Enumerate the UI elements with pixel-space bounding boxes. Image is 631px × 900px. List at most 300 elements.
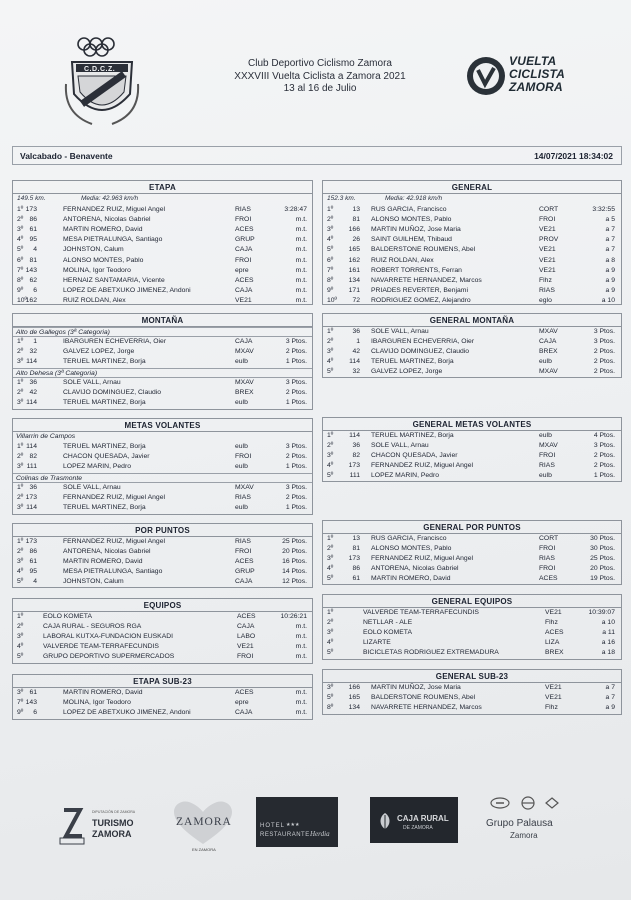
table-row (13, 698, 312, 708)
cell-name: GRUPO DEPORTIVO SUPERMERCADOS (43, 653, 175, 661)
cell-pos: 3º (327, 629, 334, 637)
cell-name: RUS GARCIA, Francisco (371, 206, 447, 213)
cell-name: BALDERSTONE ROUMENS, Abel (371, 694, 476, 702)
table-row (323, 554, 621, 564)
general-puntos-title: GENERAL POR PUNTOS (423, 523, 521, 532)
cell-dorsal: 32 (352, 368, 360, 376)
cell-team: VE21 (545, 609, 562, 616)
cell-team: FROI (539, 216, 556, 224)
general-box (322, 180, 622, 305)
cell-name: RUIZ ROLDAN, Alex (371, 256, 434, 264)
cell-name: EOLO KOMETA (43, 613, 92, 620)
cell-dorsal: 81 (29, 256, 37, 264)
cell-team: CAJA (237, 623, 255, 631)
table-row (13, 708, 312, 718)
cell-time: 10:39:07 (588, 609, 615, 616)
table-row (323, 286, 621, 296)
cell-pos: 4º (17, 568, 24, 576)
cell-team: ACES (235, 226, 254, 234)
cell-team: epre (235, 699, 249, 707)
cell-dorsal: 4 (33, 246, 37, 254)
cell-time: a 18 (601, 649, 615, 657)
cell-team: GRUP (235, 236, 255, 244)
table-row (323, 703, 621, 713)
table-row (13, 547, 312, 557)
cell-name: MARTIN MUÑOZ, Jose Maria (371, 226, 461, 234)
cell-pos: 2º (17, 453, 24, 461)
cell-pos: 9º (17, 709, 24, 717)
cell-name: FERNANDEZ RUIZ, Miguel Angel (63, 538, 165, 545)
caja-rural-text: CAJA RURAL (397, 814, 449, 823)
cell-name: BICICLETAS RODRIGUEZ EXTREMADURA (363, 649, 499, 657)
cell-pts: 2 Ptos. (285, 389, 307, 397)
cell-team: MXAV (235, 348, 254, 356)
cell-pos: 3º (327, 226, 334, 234)
cell-pos: 7º (327, 266, 334, 274)
cell-time: a 11 (602, 629, 615, 637)
cell-team: LIZA (545, 639, 560, 647)
cell-dorsal: 173 (348, 462, 360, 470)
cell-dorsal: 72 (352, 296, 360, 304)
cell-name: SOLE VALL, Arnau (371, 442, 429, 450)
table-row (323, 256, 621, 266)
cell-dorsal: 86 (29, 216, 37, 224)
cell-pts: 3 Ptos. (285, 338, 307, 345)
cell-team: CAJA (539, 338, 557, 346)
cell-time: m.t. (295, 246, 307, 254)
table-row (323, 296, 621, 306)
cell-name: FERNANDEZ RUIZ, Miguel Angel (63, 494, 165, 502)
metas-group-2-label: Colinas de Trasmonte (13, 473, 312, 483)
cell-dorsal: 26 (352, 236, 360, 244)
cell-pos: 5º (327, 694, 334, 702)
cell-team: FROI (235, 453, 252, 461)
cell-dorsal: 95 (29, 236, 37, 244)
cell-team: CAJA (235, 338, 253, 345)
cell-pos: 1º (327, 206, 334, 213)
cell-dorsal: 1 (33, 338, 37, 345)
cell-name: NAVARRETE HERNANDEZ, Marcos (371, 276, 482, 284)
table-row (13, 388, 312, 398)
cell-team: eglo (539, 296, 552, 304)
cell-name: CAJA RURAL - SEGUROS RGA (43, 623, 142, 631)
cell-pos: 6º (17, 256, 24, 264)
cell-pts: 30 Ptos. (590, 545, 615, 553)
table-row (13, 286, 312, 296)
cell-pos: 1º (17, 206, 24, 213)
vuelta-logo-text: VUELTA CICLISTA ZAMORA (509, 54, 566, 94)
cell-name: SOLE VALL, Arnau (63, 484, 121, 491)
cell-pts: 2 Ptos. (285, 453, 307, 461)
cell-team: CORT (539, 535, 559, 542)
cell-pts: 12 Ptos. (282, 578, 307, 586)
puntos-box (12, 523, 313, 588)
cell-time: m.t. (295, 216, 307, 224)
cell-team: Flhz (545, 619, 558, 627)
zamora-heart-text: ZAMORA (176, 816, 232, 828)
cell-name: BALDERSTONE ROUMENS, Abel (371, 246, 476, 254)
general-title: GENERAL (451, 183, 493, 192)
cell-name: ALONSO MONTES, Pablo (371, 216, 452, 224)
cell-pos: 1º (17, 484, 24, 491)
sponsor-caja-rural (370, 797, 458, 843)
cell-time: m.t. (295, 296, 307, 304)
table-row (323, 337, 621, 347)
cell-name: SOLE VALL, Arnau (63, 379, 121, 386)
cell-time: 3:28:47 (284, 206, 307, 213)
table-row (13, 622, 312, 632)
cell-name: TERUEL MARTINEZ, Borja (63, 443, 146, 450)
cell-team: BREX (545, 649, 564, 657)
cell-time: m.t. (295, 699, 307, 707)
cell-name: MARTIN ROMERO, David (63, 689, 143, 696)
cell-pos: 3º (17, 558, 24, 566)
cell-pos: 1º (327, 609, 334, 616)
cell-pos: 4º (327, 358, 334, 366)
cell-name: GALVEZ LOPEZ, Jorge (63, 348, 135, 356)
cell-name: ANTORENA, Nicolas Gabriel (371, 565, 459, 573)
cell-team: RIAS (539, 555, 555, 563)
cell-team: MXAV (235, 379, 254, 386)
sponsor-zamora-heart (172, 800, 234, 858)
cell-dorsal: 4 (33, 578, 37, 586)
cell-pos: 3º (327, 452, 334, 460)
cell-dorsal: 13 (352, 535, 360, 542)
car-brands-icon (488, 796, 568, 810)
table-row (13, 557, 312, 567)
table-row (323, 215, 621, 225)
cell-team: PROV (539, 236, 559, 244)
cell-name: HERNAIZ SANTAMARIA, Vicente (63, 276, 165, 284)
general-montana-title: GENERAL MONTAÑA (429, 316, 515, 325)
cell-name: IBARGUREN ECHEVERRIA, Oier (371, 338, 475, 346)
cell-dorsal: 61 (29, 689, 37, 696)
table-row (323, 451, 621, 461)
cell-team: VE21 (235, 296, 252, 304)
table-row (323, 564, 621, 574)
cell-name: RODRIGUEZ GOMEZ, Alejandro (371, 296, 471, 304)
cell-name: TERUEL MARTINEZ, Borja (371, 432, 454, 439)
cell-dorsal: 61 (352, 575, 360, 583)
table-row (13, 225, 312, 235)
cell-pos: 5º (17, 246, 24, 254)
cell-pos: 2º (327, 619, 334, 627)
cell-team: epre (235, 266, 249, 274)
cell-pos: 10º (17, 296, 28, 304)
cell-pts: 3 Ptos. (593, 328, 615, 335)
cell-name: ROBERT TORRENTS, Ferran (371, 266, 462, 274)
table-row (323, 431, 621, 441)
cell-pts: 1 Ptos. (285, 463, 307, 471)
cell-dorsal: 114 (26, 358, 37, 366)
cell-name: VALVERDE TEAM-TERRAFECUNDIS (43, 643, 159, 651)
cell-pos: 4º (327, 565, 334, 573)
cell-pts: 19 Ptos. (590, 575, 615, 583)
cell-pts: 16 Ptos. (282, 558, 307, 566)
cell-name: TERUEL MARTINEZ, Borja (371, 358, 454, 366)
table-row (323, 441, 621, 451)
cell-team: FROI (235, 548, 252, 556)
cell-dorsal: 143 (25, 266, 37, 274)
cell-dorsal: 162 (348, 256, 360, 264)
table-row (13, 276, 312, 286)
table-row (13, 503, 312, 513)
cell-pts: 1 Ptos. (285, 399, 307, 407)
cell-dorsal: 86 (29, 548, 37, 556)
cell-dorsal: 134 (348, 276, 360, 284)
cell-time: a 16 (601, 639, 615, 647)
cell-team: eulb (539, 358, 552, 366)
cell-team: ACES (235, 276, 254, 284)
cell-dorsal: 61 (29, 558, 37, 566)
cell-pos: 1º (17, 613, 24, 620)
general-sub23-box (322, 669, 622, 715)
table-row (13, 462, 312, 472)
cell-team: FROI (539, 565, 556, 573)
table-row (13, 632, 312, 642)
stage-datetime: 14/07/2021 18:34:02 (534, 151, 613, 161)
general-equipos-title: GENERAL EQUIPOS (431, 597, 513, 606)
cell-dorsal: 32 (29, 348, 37, 356)
cell-pos: 2º (327, 545, 334, 553)
cell-pos: 1º (17, 538, 24, 545)
palausa-text: Grupo Palausa (486, 818, 553, 829)
cell-dorsal: 61 (29, 226, 37, 234)
cell-dorsal: 161 (348, 266, 360, 274)
table-row (13, 398, 312, 408)
cell-team: LABO (237, 633, 256, 641)
stage-route: Valcabado - Benavente (20, 151, 113, 161)
equipos-box (12, 598, 313, 664)
table-row (323, 683, 621, 693)
cell-name: LOPEZ MARIN, Pedro (371, 472, 439, 480)
cell-time: m.t. (295, 709, 307, 717)
cell-time: a 10 (601, 619, 615, 627)
cell-team: CAJA (235, 286, 253, 294)
cell-pts: 3 Ptos. (593, 442, 615, 450)
cell-team: CAJA (235, 709, 253, 717)
cell-team: FROI (235, 256, 252, 264)
cell-pos: 3º (17, 463, 24, 471)
cell-pos: 4º (327, 236, 334, 244)
etapa-media: Media: 42.963 km/h (81, 195, 139, 202)
cell-team: MXAV (235, 484, 254, 491)
cell-time: m.t. (295, 633, 307, 641)
table-row (13, 612, 312, 622)
cell-time: a 5 (605, 216, 615, 224)
cell-time: a 9 (605, 286, 615, 294)
table-row (13, 493, 312, 503)
cell-pos: 3º (17, 358, 24, 366)
cell-dorsal: 81 (352, 545, 360, 553)
cell-name: LOPEZ DE ABETXUKO JIMENEZ, Andoni (63, 286, 191, 294)
table-row (13, 296, 312, 306)
cell-team: VE21 (545, 694, 562, 702)
cell-name: MARTIN ROMERO, David (63, 226, 143, 234)
table-row (323, 225, 621, 235)
cell-time: a 7 (605, 684, 615, 691)
caja-rural-sub: DE ZAMORA (403, 825, 433, 831)
hotel-name: Herdia (310, 830, 330, 838)
cell-name: NETLLAR - ALE (363, 619, 413, 627)
cell-team: MXAV (539, 368, 558, 376)
cell-name: PRIADES REVERTER, Benjami (371, 286, 468, 294)
table-row (323, 471, 621, 481)
table-row (323, 693, 621, 703)
cell-name: RUS GARCIA, Francisco (371, 535, 447, 542)
cell-team: eulb (235, 463, 248, 471)
table-row (323, 276, 621, 286)
table-row (13, 652, 312, 662)
cell-pts: 14 Ptos. (282, 568, 307, 576)
cell-time: a 7 (605, 694, 615, 702)
cell-pos: 6º (327, 256, 334, 264)
cell-team: CAJA (235, 578, 253, 586)
table-row (13, 577, 312, 587)
sponsor-palausa (482, 796, 572, 846)
cell-time: a 9 (605, 704, 615, 712)
cell-team: RIAS (235, 206, 251, 213)
cell-name: CHACON QUESADA, Javier (63, 453, 150, 461)
table-row (323, 461, 621, 471)
table-row (323, 628, 621, 638)
table-row (13, 442, 312, 452)
cell-pos: 5º (17, 653, 24, 661)
cell-team: FROI (237, 653, 254, 661)
table-row (13, 235, 312, 245)
cell-pts: 2 Ptos. (285, 494, 307, 502)
cell-dorsal: 6 (33, 286, 37, 294)
cell-dorsal: 81 (352, 216, 360, 224)
cell-dorsal: 114 (26, 504, 37, 512)
cell-name: MARTIN ROMERO, David (371, 575, 451, 583)
cell-name: ANTORENA, Nicolas Gabriel (63, 216, 151, 224)
table-row (323, 347, 621, 357)
cell-team: eulb (539, 472, 552, 480)
header (175, 58, 465, 96)
cell-name: FERNANDEZ RUIZ, Miguel Angel (371, 555, 473, 563)
cell-dorsal: 42 (29, 389, 37, 397)
cell-pos: 4º (17, 643, 24, 651)
cell-dorsal: 165 (348, 246, 360, 254)
cell-time: m.t. (295, 236, 307, 244)
cell-pts: 2 Ptos. (593, 368, 615, 376)
cell-pos: 5º (327, 368, 334, 376)
table-row (13, 642, 312, 652)
cell-pos: 8º (327, 276, 334, 284)
cell-name: RUIZ ROLDAN, Alex (63, 296, 126, 304)
cell-pos: 2º (17, 548, 24, 556)
cell-dorsal: 173 (348, 555, 360, 563)
sub23-box (12, 674, 313, 720)
cell-name: CLAVIJO DOMINGUEZ, Claudio (63, 389, 162, 397)
cell-team: VE21 (539, 266, 556, 274)
table-row (13, 537, 312, 547)
table-row (323, 205, 621, 215)
cell-pos: 3º (17, 226, 24, 234)
cell-time: m.t. (295, 266, 307, 274)
cell-pos: 2º (17, 348, 24, 356)
cell-name: FERNANDEZ RUIZ, Miguel Angel (63, 206, 165, 213)
cell-dorsal: 134 (348, 704, 360, 712)
cell-team: BREX (235, 389, 254, 397)
cell-pos: 8º (327, 704, 334, 712)
table-row (13, 483, 312, 493)
cell-name: LIZARTE (363, 639, 391, 647)
turismo-z-icon (58, 806, 86, 846)
table-row (13, 378, 312, 388)
cell-name: LOPEZ DE ABETXUKO JIMENEZ, Andoni (63, 709, 191, 717)
cell-pos: 5º (327, 472, 334, 480)
cell-dorsal: 165 (348, 694, 360, 702)
table-row (323, 266, 621, 276)
cell-pts: 25 Ptos. (282, 538, 307, 545)
general-sub23-title: GENERAL SUB-23 (435, 672, 509, 681)
cell-pts: 25 Ptos. (590, 555, 615, 563)
cell-dorsal: 114 (349, 432, 360, 439)
cell-time: a 9 (605, 276, 615, 284)
cell-pts: 1 Ptos. (285, 358, 307, 366)
metas-group-1-label: Villarrin de Campos (16, 433, 76, 440)
cell-pos: 9º (17, 286, 24, 294)
cell-name: NAVARRETE HERNANDEZ, Marcos (371, 704, 482, 712)
cell-dorsal: 173 (25, 206, 37, 213)
cell-pos: 3º (17, 399, 24, 407)
cell-team: RIAS (539, 462, 555, 470)
cell-team: CORT (539, 206, 559, 213)
cell-pos: 2º (17, 216, 24, 224)
cell-pts: 20 Ptos. (282, 548, 307, 556)
cell-team: VE21 (545, 684, 562, 691)
cell-pos: 1º (17, 338, 24, 345)
race-name: XXXVIII Vuelta Ciclista a Zamora 2021 (234, 70, 406, 82)
cell-team: Flhz (545, 704, 558, 712)
table-row (323, 235, 621, 245)
cell-pts: 4 Ptos. (593, 432, 615, 439)
table-row (13, 215, 312, 225)
cell-dorsal: 36 (352, 442, 360, 450)
cell-name: MARTIN MUÑOZ, Jose Maria (371, 684, 461, 691)
table-row (323, 245, 621, 255)
cell-pts: 2 Ptos. (593, 348, 615, 356)
cell-team: FROI (539, 545, 556, 553)
zamora-heart-sub: EN ZAMORA (192, 847, 216, 852)
hotel-line-1: HOTEL (260, 823, 286, 829)
cell-team: FROI (235, 216, 252, 224)
cell-pos: 5º (17, 578, 24, 586)
cell-time: a 7 (605, 226, 615, 234)
race-dates: 13 al 16 de Julio (283, 83, 357, 94)
cell-pos: 2º (17, 623, 24, 631)
cell-team: ACES (237, 613, 256, 620)
cell-name: SAINT GUILHEM, Thibaud (371, 236, 452, 244)
cell-pts: 30 Ptos. (590, 535, 615, 542)
cell-pos: 2º (327, 442, 334, 450)
cell-pos: 7º (17, 266, 24, 274)
cell-pts: 1 Ptos. (593, 472, 615, 480)
cell-name: MESA PIETRALUNGA, Santiago (63, 236, 163, 244)
montana-box (12, 313, 313, 410)
metas-box (12, 418, 313, 515)
cell-name: JOHNSTON, Calum (63, 578, 124, 586)
sponsor-turismo-zamora (58, 806, 150, 850)
table-row (323, 608, 621, 618)
table-row (323, 574, 621, 584)
cell-dorsal: 166 (348, 684, 360, 691)
cell-team: eulb (235, 399, 248, 407)
cell-pos: 1º (327, 328, 334, 335)
cell-pos: 8º (17, 276, 24, 284)
